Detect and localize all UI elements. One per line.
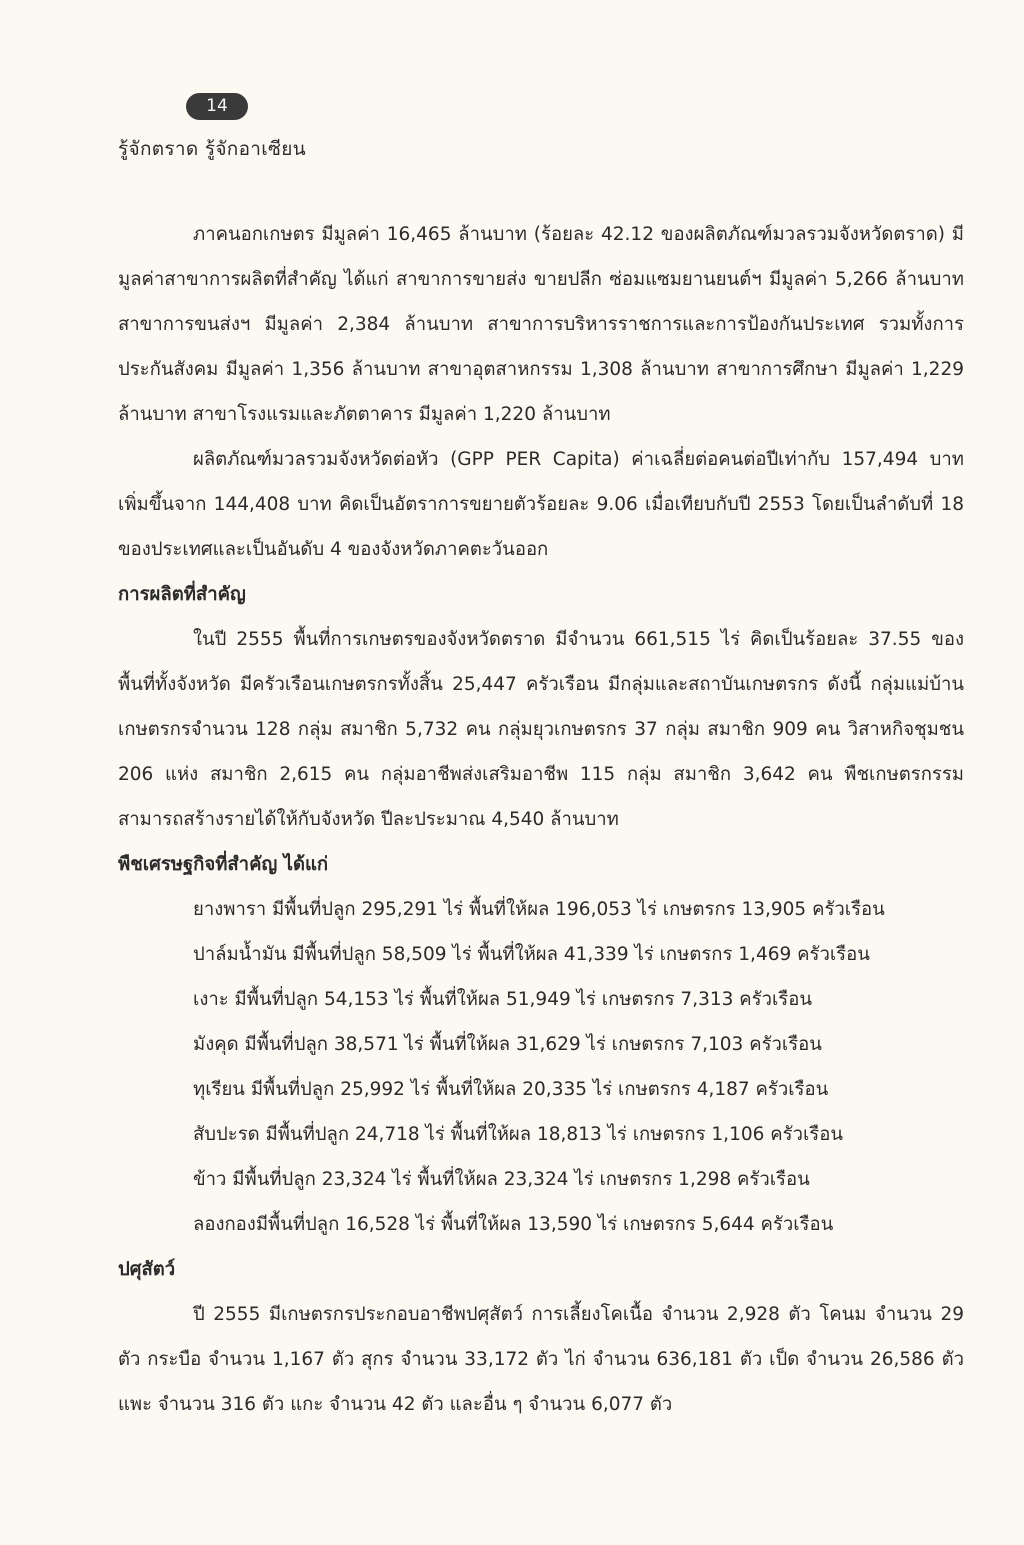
crop-item-mangosteen: มังคุด มีพื้นที่ปลูก 38,571 ไร่ พื้นที่ให้ผล 31,629 ไร่ เกษตรกร 7,103 ครัวเรือน (193, 1034, 822, 1055)
crop-item-pineapple: สับปะรด มีพื้นที่ปลูก 24,718 ไร่ พื้นที่ให้ผล 18,813 ไร่ เกษตรกร 1,106 ครัวเรือน (193, 1124, 843, 1145)
crop-item-oil-palm: ปาล์มน้ำมัน มีพื้นที่ปลูก 58,509 ไร่ พื้นที่ให้ผล 41,339 ไร่ เกษตรกร 1,469 ครัวเรือน (193, 944, 870, 965)
crop-item-longkong: ลองกองมีพื้นที่ปลูก 16,528 ไร่ พื้นที่ให้ผล 13,590 ไร่ เกษตรกร 5,644 ครัวเรือน (193, 1214, 834, 1235)
heading-crops: พืชเศรษฐกิจที่สำคัญ ได้แก่ (118, 854, 329, 875)
crop-item-rubber: ยางพารา มีพื้นที่ปลูก 295,291 ไร่ พื้นที่ให้ผล 196,053 ไร่ เกษตรกร 13,905 ครัวเรือน (193, 899, 885, 920)
page-body (118, 212, 964, 1427)
paragraph-livestock: ปี 2555 มีเกษตรกรประกอบอาชีพปศุสัตว์ การเลี้ยงโคเนื้อ จำนวน 2,928 ตัว โคนม จำนวน 29 ตัว กระบือ จำนวน 1,167 ตัว สุกร จำนวน 33,172 ตัว ไก่ จำนวน 636,181 ตัว เป็ด จำนวน 26,586 ตัว แพะ จำนวน 316 ตัว แกะ จำนวน 42 ตัว และอื่น ๆ จำนวน 6,077 ตัว (118, 1304, 964, 1415)
paragraph-non-agri-sector: ภาคนอกเกษตร มีมูลค่า 16,465 ล้านบาท (ร้อยละ 42.12 ของผลิตภัณฑ์มวลรวมจังหวัดตราด) มีมูลค่าสาขาการผลิตที่สำคัญ ได้แก่ สาขาการขายส่ง ขายปลีก ซ่อมแซมยานยนต์ฯ มีมูลค่า 5,266 ล้านบาท สาขาการขนส่งฯ มีมูลค่า 2,384 ล้านบาท สาขาการบริหารราชการและการป้องกันประเทศ รวมทั้งการประกันสังคม มีมูลค่า 1,356 ล้านบาท สาขาอุตสาหกรรม 1,308 ล้านบาท สาขาการศึกษา มีมูลค่า 1,229 ล้านบาท สาขาโรงแรมและภัตตาคาร มีมูลค่า 1,220 ล้านบาท (118, 224, 964, 425)
paragraph-production: ในปี 2555 พื้นที่การเกษตรของจังหวัดตราด มีจำนวน 661,515 ไร่ คิดเป็นร้อยละ 37.55 ของพื้นที่ทั้งจังหวัด มีครัวเรือนเกษตรกรทั้งสิ้น 25,447 ครัวเรือน มีกลุ่มและสถาบันเกษตรกร ดังนี้ กลุ่มแม่บ้านเกษตรกรจำนวน 128 กลุ่ม สมาชิก 5,732 คน กลุ่มยุวเกษตรกร 37 กลุ่ม สมาชิก 909 คน วิสาหกิจชุมชน 206 แห่ง สมาชิก 2,615 คน กลุ่มอาชีพส่งเสริมอาชีพ 115 กลุ่ม สมาชิก 3,642 คน พืชเกษตรกรรมสามารถสร้างรายได้ให้กับจังหวัด ปีละประมาณ 4,540 ล้านบาท (118, 629, 964, 830)
crop-item-durian: ทุเรียน มีพื้นที่ปลูก 25,992 ไร่ พื้นที่ให้ผล 20,335 ไร่ เกษตรกร 4,187 ครัวเรือน (193, 1079, 829, 1100)
crop-item-rambutan: เงาะ มีพื้นที่ปลูก 54,153 ไร่ พื้นที่ให้ผล 51,949 ไร่ เกษตรกร 7,313 ครัวเรือน (193, 989, 812, 1010)
heading-livestock: ปศุสัตว์ (118, 1259, 176, 1280)
crop-list (118, 887, 964, 1247)
running-header: รู้จักตราด รู้จักอาเซียน (118, 138, 306, 160)
heading-production: การผลิตที่สำคัญ (118, 584, 246, 605)
crop-item-rice: ข้าว มีพื้นที่ปลูก 23,324 ไร่ พื้นที่ให้ผล 23,324 ไร่ เกษตรกร 1,298 ครัวเรือน (193, 1169, 810, 1190)
paragraph-gpp-per-capita: ผลิตภัณฑ์มวลรวมจังหวัดต่อหัว (GPP PER Capita) ค่าเฉลี่ยต่อคนต่อปีเท่ากับ 157,494 บาท เพิ่มขึ้นจาก 144,408 บาท คิดเป็นอัตราการขยายตัวร้อยละ 9.06 เมื่อเทียบกับปี 2553 โดยเป็นลำดับที่ 18 ของประเทศและเป็นอันดับ 4 ของจังหวัดภาคตะวันออก (118, 449, 964, 560)
page-number-badge: 14 (186, 93, 248, 120)
